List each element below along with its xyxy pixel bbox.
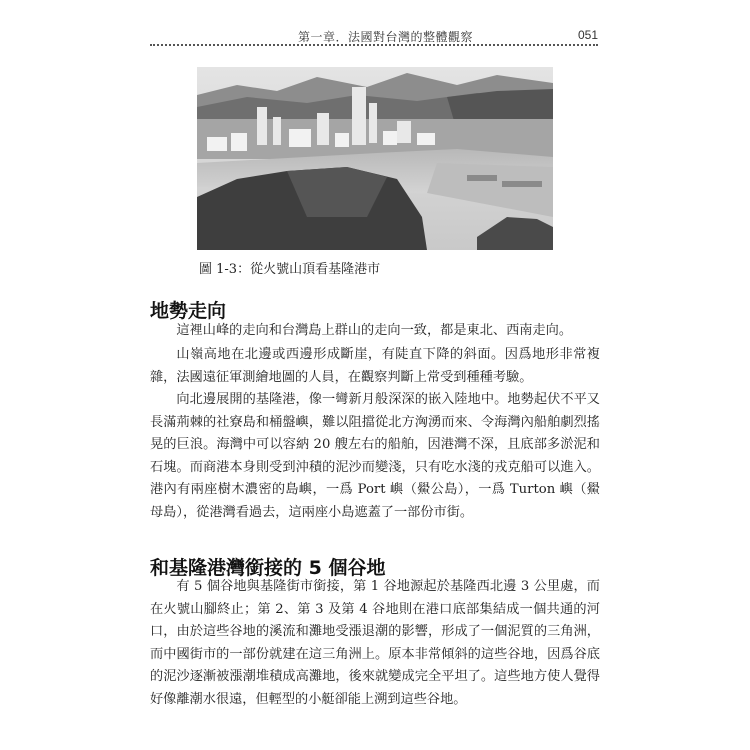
page-number: 051 — [577, 28, 598, 42]
chapter-title: 第一章．法國對台灣的整體觀察 — [298, 30, 474, 44]
paragraph: 這裡山峰的走向和台灣島上群山的走向一致，都是東北、西南走向。 — [176, 323, 573, 338]
header-divider — [150, 44, 598, 46]
section-heading-valleys: 和基隆港灣銜接的 5 個谷地 — [150, 557, 386, 579]
figure-caption: 圖 1-3：從火號山頂看基隆港市 — [199, 262, 381, 277]
paragraph: 有 5 個谷地與基隆街市銜接，第 1 谷地源起於基隆西北邊 3 公里處，而在火號山腳終止；第 2、第 3 及第 4 谷地則在港口底部集結成一個共通的河口，由於這些谷地的溪流和灘地受漲退潮的影響，形成了一個泥質的三角洲，而中國街市的一部份就建在這三角洲上。原本非常傾斜的這些谷地，因爲谷底的泥沙逐漸被漲潮堆積成高灘地，後來就變成完全平坦了。這些地方使人覺得好像離潮水很遠，但輕型的小艇卻能上溯到這些谷地。 — [150, 579, 600, 707]
section-heading-terrain: 地勢走向 — [150, 300, 227, 322]
harbor-photo — [197, 67, 553, 250]
running-header — [150, 28, 598, 44]
paragraph: 山嶺高地在北邊或西邊形成斷崖，有陡直下降的斜面。因爲地形非常複雜，法國遠征軍測繪地圖的人員，在觀察判斷上常受到種種考驗。 — [150, 347, 600, 385]
paragraph: 向北邊展開的基隆港，像一彎新月般深深的嵌入陸地中。地勢起伏不平又長滿荊棘的社寮島和桶盤嶼，難以阻擋從北方洶湧而來、令海灣內船舶劇烈搖晃的巨浪。海灣中可以容納 20 艘左右的船舶，因港灣不深，且底部多淤泥和石塊。而商港本身則受到沖積的泥沙而變淺，只有吃水淺的戎克船可以進入。港內有兩座樹木濃密的島嶼，一爲 Port 嶼（鱟公島），一爲 Turton 嶼（鱟母島），從港灣看過去，這兩座小島遮蓋了一部份市街。 — [150, 392, 600, 520]
